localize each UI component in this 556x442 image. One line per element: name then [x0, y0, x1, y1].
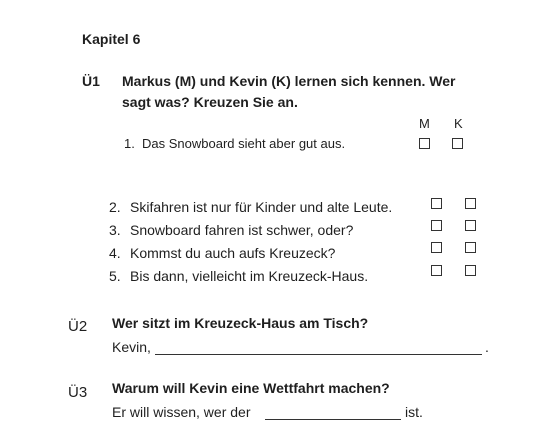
exercise-2-answer-line[interactable] — [155, 354, 482, 355]
exercise-3-answer-prefix: Er will wissen, wer der — [112, 404, 251, 420]
item-3-text: Snowboard fahren ist schwer, oder? — [130, 222, 354, 238]
exercise-1-instruction-line2: sagt was? Kreuzen Sie an. — [122, 94, 298, 110]
exercise-3-question: Warum will Kevin eine Wettfahrt machen? — [112, 380, 390, 396]
item-2-checkbox-k[interactable] — [465, 198, 476, 209]
exercise-2-number: Ü2 — [68, 318, 88, 335]
item-4-checkbox-k[interactable] — [465, 242, 476, 253]
exercise-3-answer-line[interactable] — [265, 419, 401, 420]
item-1-checkbox-k[interactable] — [452, 138, 463, 149]
exercise-2-question: Wer sitzt im Kreuzeck-Haus am Tisch? — [112, 315, 369, 331]
item-3-checkbox-k[interactable] — [465, 220, 476, 231]
chapter-title: Kapitel 6 — [82, 31, 141, 47]
item-3-checkbox-m[interactable] — [431, 220, 442, 231]
exercise-2-answer-suffix: . — [485, 339, 489, 355]
exercise-1-number: Ü1 — [82, 73, 100, 89]
item-2-checkbox-m[interactable] — [431, 198, 442, 209]
item-2-text: Skifahren ist nur für Kinder und alte Leute. — [130, 199, 393, 215]
item-5-checkbox-m[interactable] — [431, 265, 442, 276]
item-5-checkbox-k[interactable] — [465, 265, 476, 276]
item-4-number: 4. — [109, 245, 121, 261]
column-header-k: K — [454, 116, 463, 131]
item-1-text: Das Snowboard sieht aber gut aus. — [142, 136, 346, 151]
exercise-2-answer-prefix: Kevin, — [112, 339, 151, 355]
exercise-1-instruction-line1: Markus (M) und Kevin (K) lernen sich kennen. Wer — [122, 73, 456, 89]
item-2-number: 2. — [109, 199, 121, 215]
item-5-number: 5. — [109, 268, 121, 284]
item-1-number: 1. — [124, 136, 135, 151]
column-header-m: M — [419, 116, 430, 131]
item-5-text: Bis dann, vielleicht im Kreuzeck-Haus. — [130, 268, 369, 284]
exercise-3-answer-suffix: ist. — [405, 404, 423, 420]
item-1-checkbox-m[interactable] — [419, 138, 430, 149]
item-4-checkbox-m[interactable] — [431, 242, 442, 253]
item-4-text: Kommst du auch aufs Kreuzeck? — [130, 245, 336, 261]
item-3-number: 3. — [109, 222, 121, 238]
exercise-3-number: Ü3 — [68, 384, 88, 401]
